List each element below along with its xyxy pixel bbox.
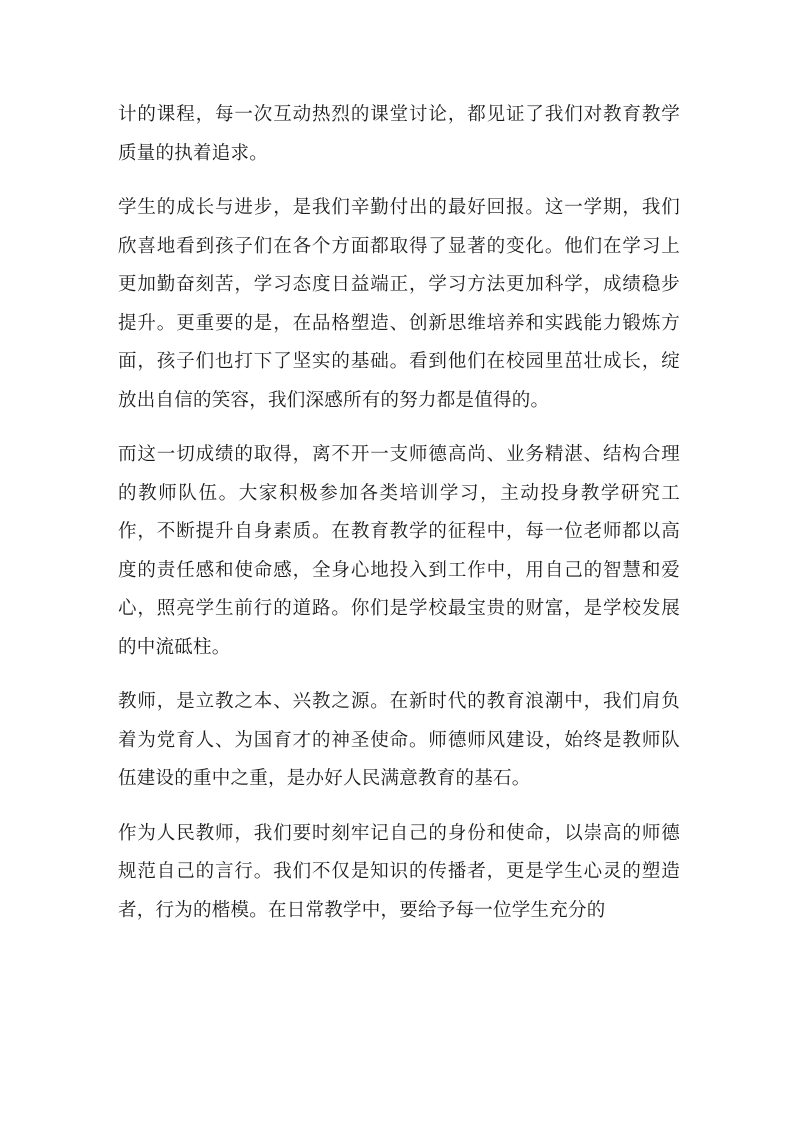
paragraph-1: 计的课程，每一次互动热烈的课堂讨论，都见证了我们对教育教学质量的执着追求。 xyxy=(118,104,680,164)
paragraph-3: 而这一切成绩的取得，离不开一支师德高尚、业务精湛、结构合理的教师队伍。大家积极参加各类培训学习，主动投身教学研究工作，不断提升自身素质。在教育教学的征程中，每一位老师都以高度的责任感和使命感，全身心地投入到工作中，用自己的智慧和爱心，照亮学生前行的道路。你们是学校最宝贵的财富，是学校发展的中流砥柱。 xyxy=(118,444,680,658)
document-body xyxy=(118,96,680,946)
paragraph-4: 教师，是立教之本、兴教之源。在新时代的教育浪潮中，我们肩负着为党育人、为国育才的神圣使命。师德师风建设，始终是教师队伍建设的重中之重，是办好人民满意教育的基石。 xyxy=(118,691,680,789)
paragraph-2: 学生的成长与进步，是我们辛勤付出的最好回报。这一学期，我们欣喜地看到孩子们在各个方面都取得了显著的变化。他们在学习上更加勤奋刻苦，学习态度日益端正，学习方法更加科学，成绩稳步提升。更重要的是，在品格塑造、创新思维培养和实践能力锻炼方面，孩子们也打下了坚实的基础。看到他们在校园里茁壮成长，绽放出自信的笑容，我们深感所有的努力都是值得的。 xyxy=(118,197,680,411)
paragraph-5: 作为人民教师，我们要时刻牢记自己的身份和使命，以崇高的师德规范自己的言行。我们不仅是知识的传播者，更是学生心灵的塑造者，行为的楷模。在日常教学中，要给予每一位学生充分的 xyxy=(118,822,680,921)
